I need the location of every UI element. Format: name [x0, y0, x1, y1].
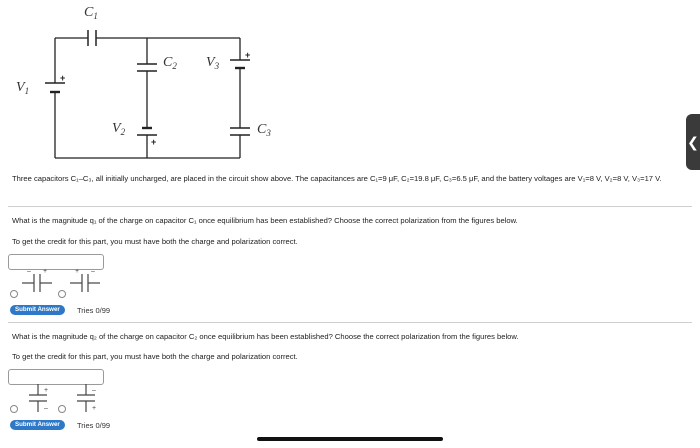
- battery-v1-symbol: [45, 83, 65, 92]
- part1-option-a-left-sign: –: [27, 268, 31, 275]
- part1-option-a-radio[interactable]: [10, 290, 18, 298]
- label-v3: $V_3$: [206, 55, 220, 71]
- capacitor-c2-symbol: [137, 64, 157, 71]
- battery-v2-symbol: [137, 128, 157, 135]
- part2-option-a-top-sign: +: [44, 387, 49, 394]
- part1-option-a-right-sign: +: [43, 268, 48, 275]
- label-c3: $C_3$: [257, 122, 271, 138]
- part1-submit-button[interactable]: Submit Answer: [10, 305, 65, 315]
- part1-tries-counter: Tries 0/99: [77, 306, 111, 315]
- part1-option-a-capacitor[interactable]: [20, 266, 54, 296]
- chevron-left-icon: ❮: [687, 134, 699, 150]
- part1-option-b-radio[interactable]: [58, 290, 66, 298]
- capacitor-c3-symbol: [230, 128, 250, 135]
- part1-note: To get the credit for this part, you must have both the charge and polarization correct.: [12, 237, 298, 246]
- v2-plus-sign: +: [151, 137, 157, 147]
- capacitor-c1-symbol: [88, 30, 96, 46]
- section-divider: [8, 206, 692, 207]
- part1-option-b-left-sign: +: [75, 268, 80, 275]
- part2-option-a-radio[interactable]: [10, 405, 18, 413]
- label-c2: $C_2$: [163, 55, 177, 71]
- part1-option-b-capacitor[interactable]: [68, 266, 102, 296]
- v1-plus-sign: +: [60, 73, 66, 83]
- label-c1: $C_1$: [84, 5, 98, 21]
- part2-option-b-bottom-sign: +: [92, 405, 97, 412]
- label-v1: $V_1$: [16, 80, 30, 96]
- part1-question: What is the magnitude q₁ of the charge on capacitor C₁ once equilibrium has been established? Choose the correct polarization from the figures below.: [12, 216, 518, 225]
- v3-plus-sign: +: [245, 50, 251, 60]
- part2-option-b-radio[interactable]: [58, 405, 66, 413]
- label-v2: $V_2$: [112, 121, 126, 137]
- part2-option-a-bottom-sign: –: [44, 405, 48, 412]
- part2-note: To get the credit for this part, you must have both the charge and polarization correct.: [12, 352, 298, 361]
- part2-question: What is the magnitude q₂ of the charge on capacitor C₂ once equilibrium has been established? Choose the correct polarization from the figures below.: [12, 332, 519, 341]
- side-panel-toggle-tab[interactable]: [686, 114, 700, 170]
- problem-statement: Three capacitors C₁–C₃, all initially uncharged, are placed in the circuit show above. The capacitances are C₁=9 μF, C₂=19.8 μF, C₃=6.5 μF, and the battery voltages are V₁=8 V, V₂=8 V, V₃=17 V.: [12, 174, 662, 183]
- home-indicator-bar[interactable]: [257, 437, 443, 441]
- part1-option-b-right-sign: –: [91, 268, 95, 275]
- part2-option-b-top-sign: –: [92, 387, 96, 394]
- circuit-diagram: [0, 0, 300, 168]
- part2-option-b-capacitor[interactable]: [74, 382, 104, 416]
- battery-v3-symbol: [230, 60, 250, 68]
- part2-submit-button[interactable]: Submit Answer: [10, 420, 65, 430]
- part2-option-a-capacitor[interactable]: [26, 382, 56, 416]
- section-divider: [8, 322, 692, 323]
- part2-tries-counter: Tries 0/99: [77, 421, 111, 430]
